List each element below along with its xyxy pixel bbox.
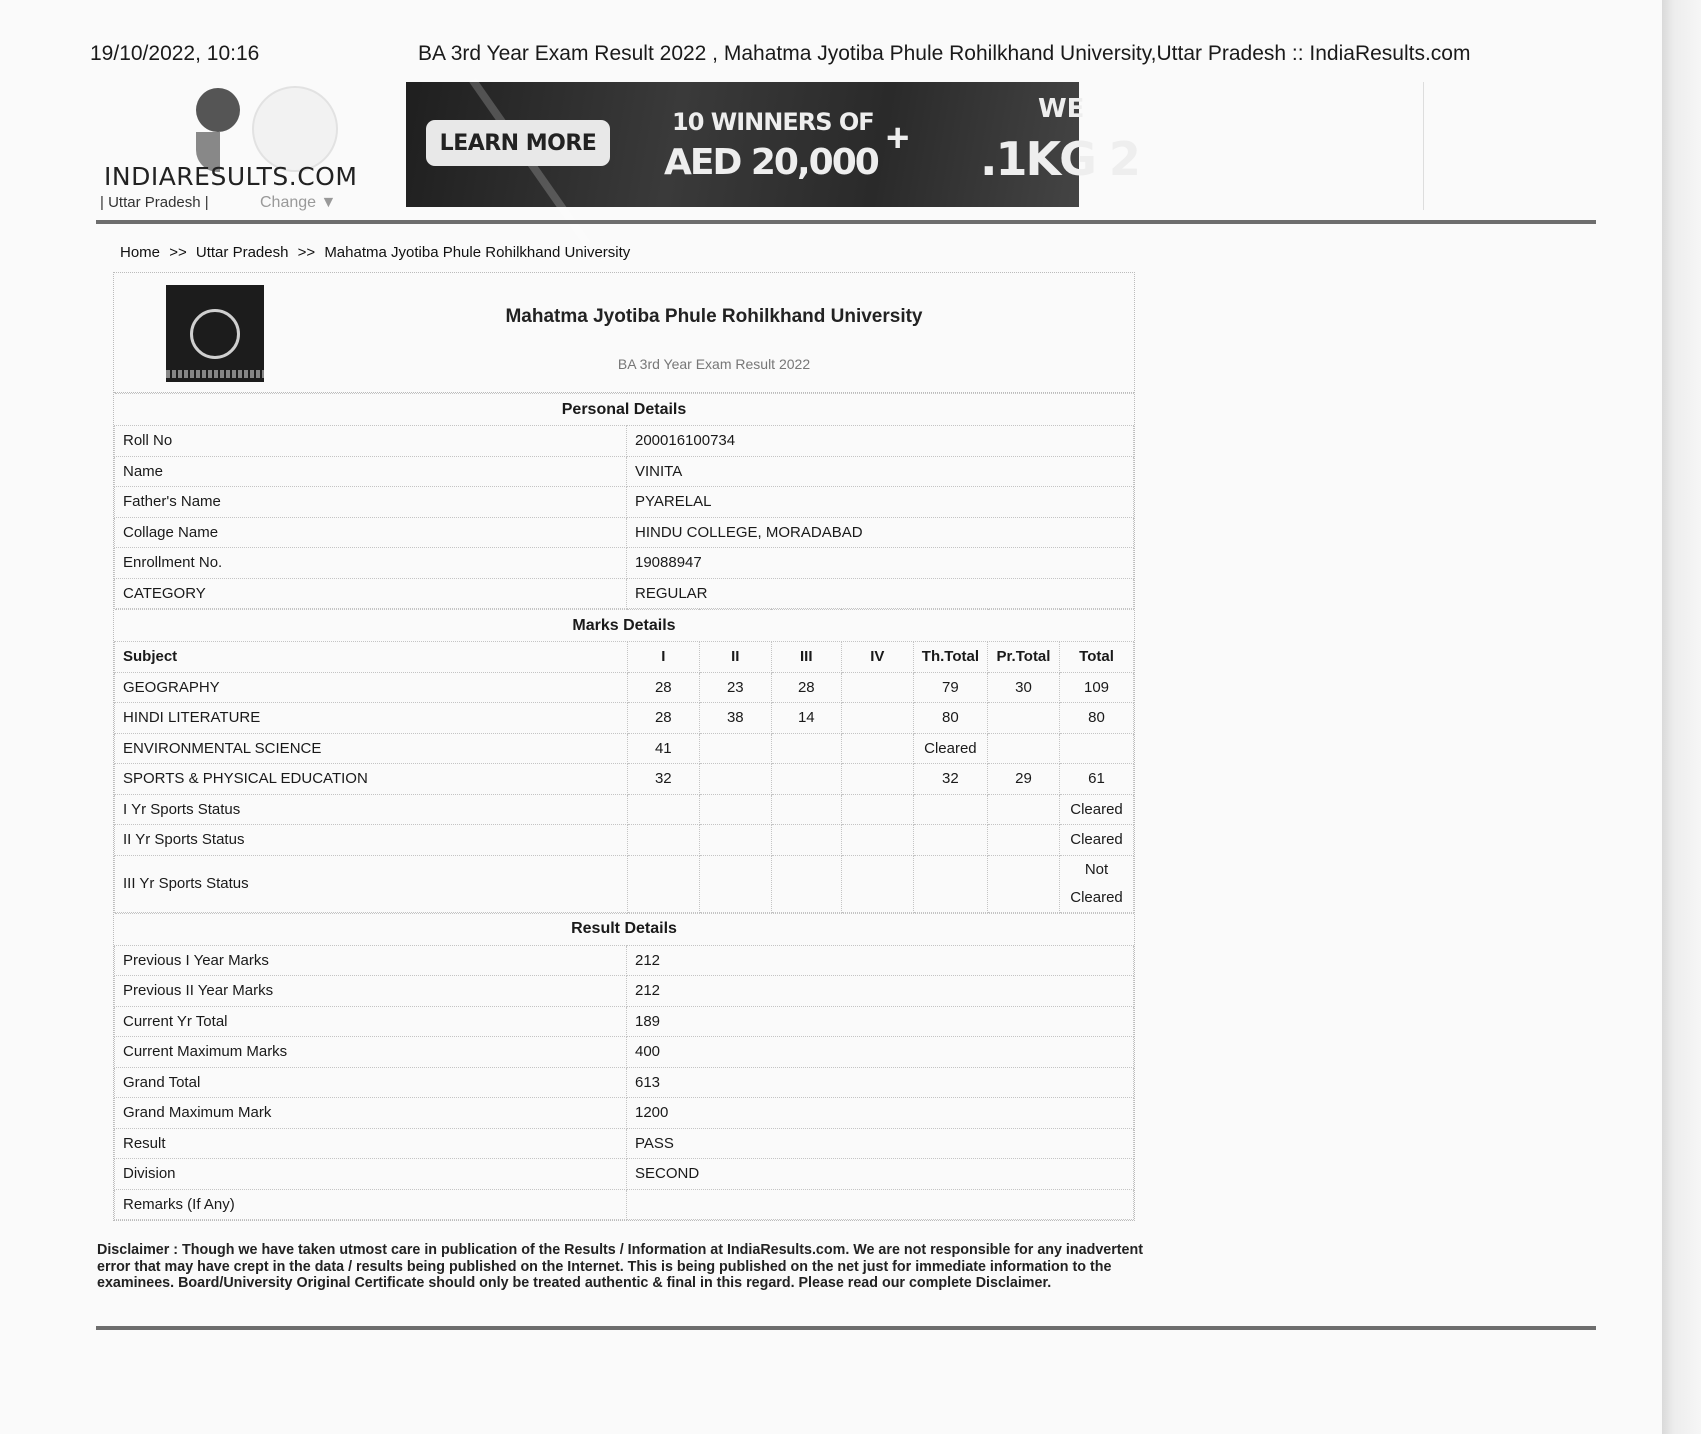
section-heading: Marks Details — [115, 610, 1134, 642]
mark-cell — [771, 764, 841, 795]
divider — [1423, 82, 1424, 210]
change-state-link[interactable]: Change ▼ — [260, 194, 337, 211]
field-label: Previous I Year Marks — [115, 945, 627, 976]
mark-cell: Cleared — [913, 733, 987, 764]
roll-no-value: 200016100734 — [627, 426, 1134, 457]
print-page-title: BA 3rd Year Exam Result 2022 , Mahatma Jyotiba Phule Rohilkhand University,Uttar Pradesh :: IndiaResults.com — [418, 42, 1471, 65]
table-row — [115, 733, 1134, 764]
sports-status-value — [1060, 855, 1134, 912]
field-value: 1200 — [627, 1098, 1134, 1129]
subject-name: HINDI LITERATURE — [115, 703, 628, 734]
table-row — [115, 517, 1134, 548]
table-row — [115, 487, 1134, 518]
table-row — [115, 426, 1134, 457]
breadcrumb-state[interactable]: Uttar Pradesh — [195, 244, 289, 261]
subject-name: ENVIRONMENTAL SCIENCE — [115, 733, 628, 764]
university-name: Mahatma Jyotiba Phule Rohilkhand University — [505, 306, 923, 327]
table-row — [115, 794, 1134, 825]
breadcrumb-separator: >> — [169, 244, 187, 261]
section-heading: Result Details — [115, 913, 1134, 945]
column-header: IV — [841, 642, 913, 673]
mark-cell: 14 — [771, 703, 841, 734]
result-card — [113, 272, 1135, 1221]
footer-divider — [96, 1326, 1596, 1330]
ad-learn-more-button[interactable]: LEARN MORE — [426, 120, 610, 166]
mark-cell: 79 — [913, 672, 987, 703]
ad-prize-text: AED 20,000 — [664, 142, 878, 183]
table-row — [115, 1006, 1134, 1037]
remarks-value — [627, 1189, 1134, 1220]
mark-cell — [699, 733, 771, 764]
table-row — [115, 1128, 1134, 1159]
mark-cell — [988, 733, 1060, 764]
subject-name: GEOGRAPHY — [115, 672, 628, 703]
enrollment-value: 19088947 — [627, 548, 1134, 579]
table-row — [115, 855, 1134, 912]
column-header: III — [771, 642, 841, 673]
mark-cell: 38 — [699, 703, 771, 734]
status-line: Not — [1084, 860, 1109, 878]
mark-cell: 30 — [988, 672, 1060, 703]
column-header: I — [627, 642, 699, 673]
site-logo[interactable] — [100, 84, 358, 214]
mark-cell: 32 — [913, 764, 987, 795]
mark-cell — [841, 733, 913, 764]
college-name-value: HINDU COLLEGE, MORADABAD — [627, 517, 1134, 548]
name-value: VINITA — [627, 456, 1134, 487]
logo-text: INDIARESULTS.COM — [104, 162, 358, 191]
field-label: Grand Total — [115, 1067, 627, 1098]
sports-status-label: II Yr Sports Status — [115, 825, 628, 856]
personal-details-table — [114, 393, 1134, 609]
field-label: Remarks (If Any) — [115, 1189, 627, 1220]
table-row — [115, 976, 1134, 1007]
breadcrumb-university[interactable]: Mahatma Jyotiba Phule Rohilkhand University — [324, 244, 631, 261]
marks-details-table — [114, 609, 1134, 913]
field-value: 189 — [627, 1006, 1134, 1037]
table-row — [115, 578, 1134, 609]
field-label: Father's Name — [115, 487, 627, 518]
mark-cell — [988, 703, 1060, 734]
column-header: Subject — [115, 642, 628, 673]
field-label: Current Maximum Marks — [115, 1037, 627, 1068]
section-heading: Personal Details — [115, 394, 1134, 426]
mark-cell: 80 — [913, 703, 987, 734]
field-value: 613 — [627, 1067, 1134, 1098]
field-label: Grand Maximum Mark — [115, 1098, 627, 1129]
mark-cell: 23 — [699, 672, 771, 703]
mark-cell — [699, 764, 771, 795]
mark-cell — [771, 733, 841, 764]
table-row — [115, 703, 1134, 734]
exam-title: BA 3rd Year Exam Result 2022 — [617, 356, 811, 372]
mark-cell: 28 — [627, 672, 699, 703]
field-label: Result — [115, 1128, 627, 1159]
ad-gold-text: .1KG 2 — [980, 132, 1139, 186]
field-label: Division — [115, 1159, 627, 1190]
field-value: 212 — [627, 945, 1134, 976]
table-row — [115, 1037, 1134, 1068]
field-label: Enrollment No. — [115, 548, 627, 579]
mark-cell — [841, 703, 913, 734]
page-edge — [1662, 0, 1701, 1434]
marks-header-row — [115, 642, 1134, 673]
field-value: 400 — [627, 1037, 1134, 1068]
subject-name: SPORTS & PHYSICAL EDUCATION — [115, 764, 628, 795]
mark-cell: 61 — [1060, 764, 1134, 795]
mark-cell: 28 — [627, 703, 699, 734]
mark-cell: 80 — [1060, 703, 1134, 734]
ad-winners-text: 10 WINNERS OF — [672, 108, 874, 136]
category-value: REGULAR — [627, 578, 1134, 609]
result-details-table — [114, 913, 1134, 1221]
mark-cell: 109 — [1060, 672, 1134, 703]
field-label: Name — [115, 456, 627, 487]
current-state-label: | Uttar Pradesh | — [100, 194, 209, 211]
ad-plus-sign: + — [886, 116, 910, 160]
table-row — [115, 548, 1134, 579]
mark-cell: 29 — [988, 764, 1060, 795]
column-header: Total — [1060, 642, 1134, 673]
field-label: Collage Name — [115, 517, 627, 548]
field-label: Previous II Year Marks — [115, 976, 627, 1007]
field-label: Current Yr Total — [115, 1006, 627, 1037]
table-row — [115, 945, 1134, 976]
table-row — [115, 1098, 1134, 1129]
mark-cell — [841, 672, 913, 703]
breadcrumb-separator: >> — [297, 244, 316, 261]
division-value: SECOND — [627, 1159, 1134, 1190]
column-header: II — [699, 642, 771, 673]
result-value: PASS — [627, 1128, 1134, 1159]
mark-cell: 32 — [627, 764, 699, 795]
table-row — [115, 825, 1134, 856]
disclaimer-text: Disclaimer : Though we have taken utmost care in publication of the Results / Information at IndiaResults.com. We are not responsible for any inadvertent error that may have crept in the data / results being published on the Internet. This is being published on the net just for immediate information to the examinees. Board/University Original Certificate should only be treated authentic & final in this regard. Please read our complete Disclaimer. — [97, 1242, 1143, 1291]
table-row — [115, 1189, 1134, 1220]
field-label: Roll No — [115, 426, 627, 457]
sports-status-value: Cleared — [1060, 794, 1134, 825]
field-label: CATEGORY — [115, 578, 627, 609]
print-header — [90, 42, 1550, 72]
mark-cell — [841, 764, 913, 795]
table-row — [115, 672, 1134, 703]
breadcrumb — [120, 244, 635, 261]
logo-person-icon — [196, 88, 240, 132]
ad-text-top: WE — [1038, 94, 1085, 124]
sports-status-label: I Yr Sports Status — [115, 794, 628, 825]
table-row — [115, 1159, 1134, 1190]
header-divider — [96, 220, 1596, 224]
status-line: Cleared — [1070, 888, 1123, 906]
table-row — [115, 1067, 1134, 1098]
column-header: Th.Total — [913, 642, 987, 673]
state-map-icon — [252, 86, 338, 172]
father-name-value: PYARELAL — [627, 487, 1134, 518]
breadcrumb-home[interactable]: Home — [120, 244, 161, 261]
print-datetime: 19/10/2022, 10:16 — [90, 42, 260, 65]
mark-cell: 41 — [627, 733, 699, 764]
field-value: 212 — [627, 976, 1134, 1007]
mark-cell — [1060, 733, 1134, 764]
mark-cell: 28 — [771, 672, 841, 703]
column-header: Pr.Total — [988, 642, 1060, 673]
table-row — [115, 456, 1134, 487]
advertisement-banner[interactable] — [406, 82, 1139, 207]
table-row — [115, 764, 1134, 795]
sports-status-label: III Yr Sports Status — [115, 855, 628, 912]
university-header — [114, 273, 1134, 393]
sports-status-value: Cleared — [1060, 825, 1134, 856]
